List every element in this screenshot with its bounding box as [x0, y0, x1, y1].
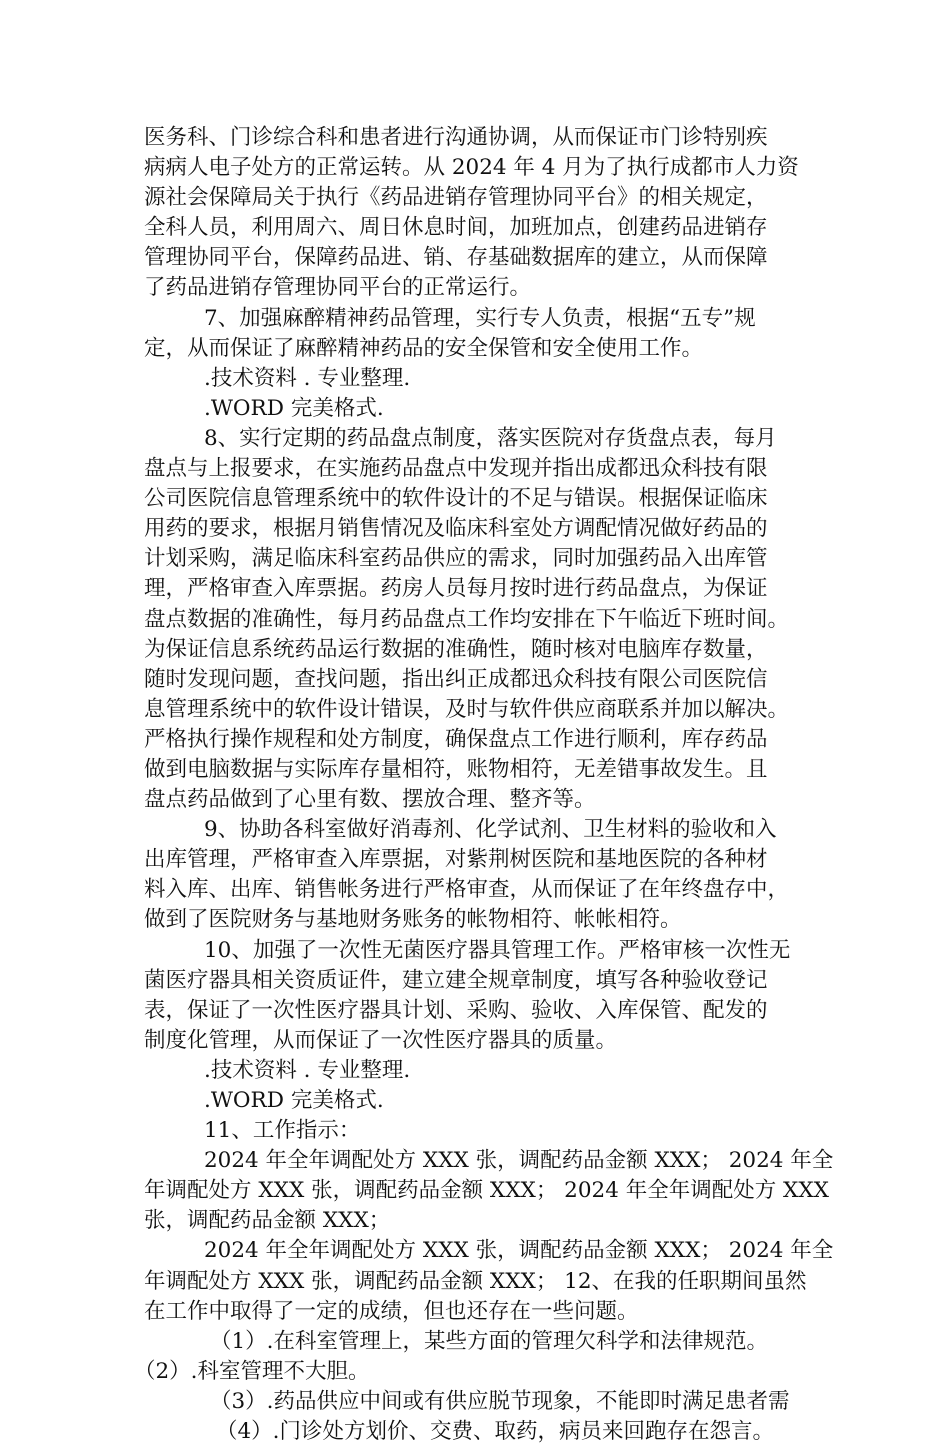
- text-line: 张，调配药品金额 XXX；: [144, 1208, 391, 1234]
- text-line: 10、加强了一次性无菌医疗器具管理工作。严格审核一次性无: [204, 937, 791, 963]
- text-line: 计划采购，满足临床科室药品供应的需求，同时加强药品入出库管: [144, 546, 768, 572]
- document-body: [134, 123, 834, 1447]
- text-line: 2024 年全年调配处方 XXX 张，调配药品金额 XXX； 2024 年全: [204, 1238, 834, 1264]
- text-line: 料入库、出库、销售帐务进行严格审查，从而保证了在年终盘存中，: [144, 877, 790, 903]
- text-line: 出库管理，严格审查入库票据，对紫荆树医院和基地医院的各种材: [144, 847, 768, 873]
- text-line: 在工作中取得了一定的成绩，但也还存在一些问题。: [144, 1298, 639, 1324]
- text-line: 做到了医院财务与基地财务账务的帐物相符、帐帐相符。: [144, 907, 682, 933]
- text-line: 息管理系统中的软件设计错误，及时与软件供应商联系并加以解决。: [144, 696, 790, 722]
- text-line: 为保证信息系统药品运行数据的准确性，随时核对电脑库存数量，: [144, 636, 768, 662]
- text-line: （2）.科室管理不大胆。: [134, 1358, 370, 1384]
- text-line: 盘点数据的准确性，每月药品盘点工作均安排在下午临近下班时间。: [144, 606, 790, 632]
- text-line: （4）.门诊处方划价、交费、取药，病员来回跑存在怨言。: [216, 1419, 775, 1445]
- text-line: .技术资料 . 专业整理.: [204, 1057, 411, 1083]
- text-line: 7、加强麻醉精神药品管理，实行专人负责，根据“五专”规: [204, 305, 756, 331]
- text-line: 医务科、门诊综合科和患者进行沟通协调，从而保证市门诊特别疾: [144, 125, 768, 150]
- text-line: .WORD 完美格式.: [204, 1088, 384, 1113]
- text-line: 盘点药品做到了心里有数、摆放合理、整齐等。: [144, 787, 596, 813]
- text-line: 理，严格审查入库票据。药房人员每月按时进行药品盘点，为保证: [144, 576, 768, 602]
- text-line: 菌医疗器具相关资质证件，建立建全规章制度，填写各种验收登记: [144, 967, 768, 993]
- text-line: .WORD 完美格式.: [204, 395, 384, 421]
- text-line: 表，保证了一次性医疗器具计划、采购、验收、入库保管、配发的: [144, 997, 768, 1023]
- text-line: 8、实行定期的药品盘点制度，落实医院对存货盘点表，每月: [204, 425, 777, 451]
- text-line: 11、工作指示：: [204, 1118, 361, 1144]
- text-line: 定，从而保证了麻醉精神药品的安全保管和安全使用工作。: [144, 335, 704, 361]
- text-line: 2024 年全年调配处方 XXX 张，调配药品金额 XXX； 2024 年全: [204, 1148, 834, 1174]
- text-line: 年调配处方 XXX 张，调配药品金额 XXX； 12、在我的任职期间虽然: [144, 1268, 807, 1294]
- text-line: 随时发现问题，查找问题，指出纠正成都迅众科技有限公司医院信: [144, 666, 768, 692]
- text-line: 源社会保障局关于执行《药品进销存管理协同平台》的相关规定，: [144, 185, 768, 211]
- text-line: 公司医院信息管理系统中的软件设计的不足与错误。根据保证临床: [144, 486, 768, 512]
- text-line: 年调配处方 XXX 张，调配药品金额 XXX； 2024 年全年调配处方 XXX: [144, 1178, 829, 1204]
- text-line: 了药品进销存管理协同平台的正常运行。: [144, 275, 532, 301]
- text-line: 9、协助各科室做好消毒剂、化学试剂、卫生材料的验收和入: [204, 817, 777, 843]
- text-line: 管理协同平台，保障药品进、销、存基础数据库的建立，从而保障: [144, 245, 768, 271]
- text-line: 用药的要求，根据月销售情况及临床科室处方调配情况做好药品的: [144, 516, 768, 542]
- text-line: （3）.药品供应中间或有供应脱节现象，不能即时满足患者需: [210, 1388, 790, 1414]
- text-line: .技术资料 . 专业整理.: [204, 365, 411, 391]
- text-line: 病病人电子处方的正常运转。从 2024 年 4 月为了执行成都市人力资: [144, 155, 799, 181]
- text-line: 制度化管理，从而保证了一次性医疗器具的质量。: [144, 1027, 618, 1053]
- text-line: （1）.在科室管理上，某些方面的管理欠科学和法律规范。: [210, 1328, 769, 1354]
- text-line: 全科人员，利用周六、周日休息时间，加班加点，创建药品进销存: [144, 215, 768, 241]
- text-line: 盘点与上报要求，在实施药品盘点中发现并指出成都迅众科技有限: [144, 456, 768, 482]
- text-line: 做到电脑数据与实际库存量相符，账物相符，无差错事故发生。且: [144, 756, 768, 782]
- text-line: 严格执行操作规程和处方制度，确保盘点工作进行顺利，库存药品: [144, 726, 768, 752]
